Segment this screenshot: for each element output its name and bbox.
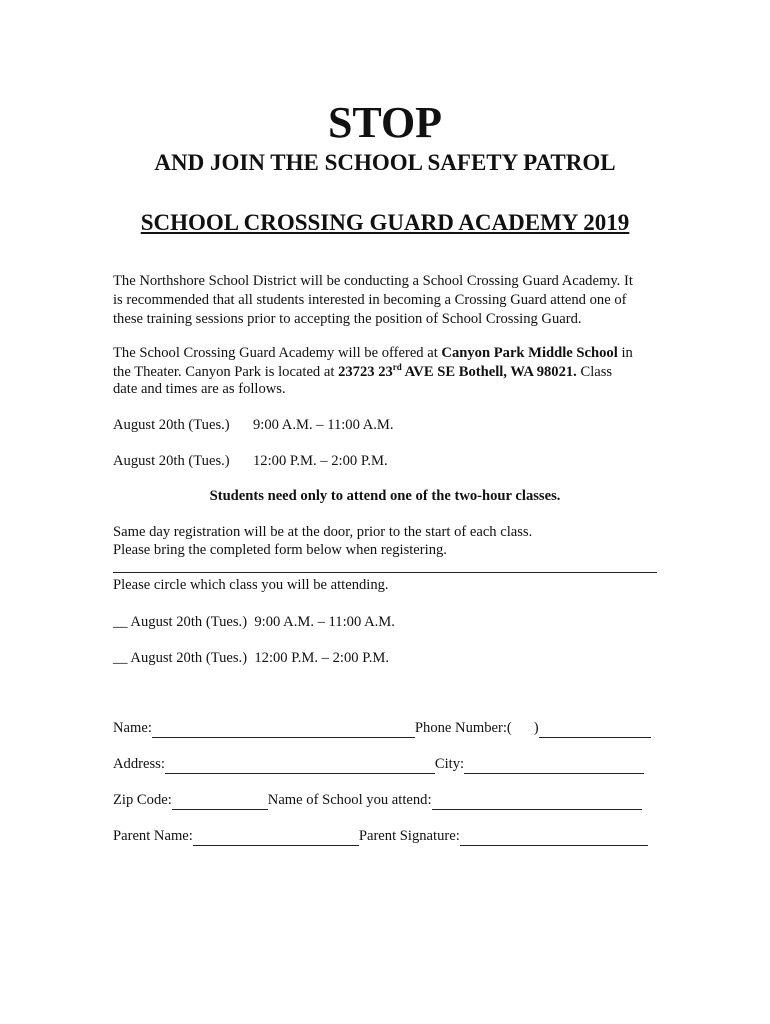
zip-field[interactable] [172,794,268,810]
zip-school-row [113,791,642,810]
school-label: Name of School you attend: [267,792,432,808]
session-date: August 20th (Tues.) [113,417,230,433]
school-name: Canyon Park Middle School [441,345,618,361]
address-field[interactable] [165,758,435,774]
session-row [113,416,394,435]
class-option-1[interactable]: __ August 20th (Tues.) 9:00 A.M. – 11:00 A.M. [113,614,395,630]
city-field[interactable] [464,758,644,774]
registration-line-2: Please bring the completed form below when registering. [113,542,447,558]
name-phone-row [113,719,651,738]
address-number: 23723 23 [338,364,393,380]
school-field[interactable] [432,794,642,810]
location-line-3: date and times are as follows. [113,381,286,397]
name-label: Name: [113,720,152,736]
title-stop: STOP [327,98,443,147]
ordinal-suffix: rd [392,362,402,373]
intro-line-2: is recommended that all students interested in becoming a Crossing Guard attend one of [113,292,627,308]
phone-label: Phone Number:( [414,720,512,736]
location-text: The School Crossing Guard Academy will be offered at [113,345,442,361]
intro-line-1: The Northshore School District will be conducting a School Crossing Guard Academy. It [113,273,633,289]
phone-field[interactable] [539,722,651,738]
city-label: City: [434,756,465,772]
parent-name-field[interactable] [193,830,359,846]
attendance-note: Students need only to attend one of the two-hour classes. [209,488,561,504]
form-divider [113,572,657,573]
parent-signature-label: Parent Signature: [358,828,460,844]
phone-close-paren: ) [533,720,539,736]
location-text: in [617,345,633,361]
subtitle-join-patrol: AND JOIN THE SCHOOL SAFETY PATROL [154,150,616,175]
address-label: Address: [113,756,165,772]
session-row [113,452,388,471]
registration-line-1: Same day registration will be at the door, prior to the start of each class. [113,524,533,540]
address-street: AVE SE Bothell, WA 98021. [401,364,577,380]
circle-instruction: Please circle which class you will be attending. [113,577,389,593]
session-date: August 20th (Tues.) [113,453,230,469]
address-city-row [113,755,644,774]
parent-row [113,827,648,846]
location-text: the Theater. Canyon Park is located at [113,364,339,380]
location-text: Class [576,364,613,380]
class-option-2[interactable]: __ August 20th (Tues.) 12:00 P.M. – 2:00 P.M. [113,650,389,666]
parent-signature-field[interactable] [460,830,648,846]
session-time: 12:00 P.M. – 2:00 P.M. [253,453,388,469]
parent-name-label: Parent Name: [113,828,193,844]
location-line-1 [113,344,633,363]
name-field[interactable] [152,722,415,738]
intro-line-3: these training sessions prior to accepting the position of School Crossing Guard. [113,311,582,327]
session-time: 9:00 A.M. – 11:00 A.M. [253,417,394,433]
zip-label: Zip Code: [113,792,172,808]
academy-heading: SCHOOL CROSSING GUARD ACADEMY 2019 [140,210,630,235]
